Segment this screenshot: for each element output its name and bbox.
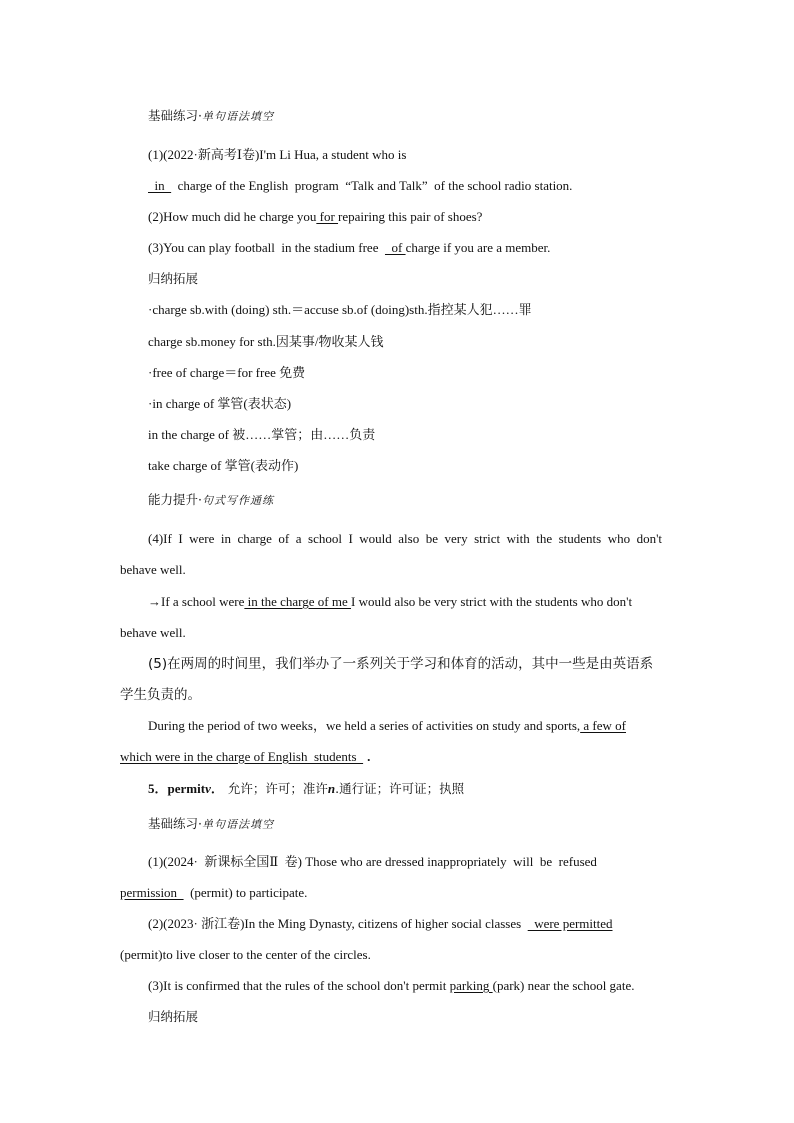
summary-item: in the charge of 被……掌管；由……负责 <box>148 427 376 442</box>
question-1-line-1: (1)(2022·新高考Ⅰ卷)I'm Li Hua, a student who is <box>148 147 407 162</box>
question-5-chinese-line-2: 学生负责的。 <box>120 687 201 703</box>
answer-blank: were permitted <box>527 916 613 931</box>
vocab-entry-permit: 5．permitv． 允许；许可；准许n.通行证；许可证；执照 <box>148 781 465 796</box>
question-1-line-1: (1)(2024· 新课标全国Ⅱ 卷) Those who are dressed inappropriately will be refused <box>148 854 597 869</box>
answer-blank: of <box>384 240 406 255</box>
question-1-line-2: permission (permit) to participate. <box>120 885 308 900</box>
question-4-rewrite: →If a school were in the charge of me I would also be very strict with the students who don't <box>148 594 633 609</box>
answer-blank: for <box>316 209 339 224</box>
answer-blank: permission <box>120 885 184 900</box>
question-3: (3)You can play football in the stadium free of charge if you are a member. <box>148 240 551 255</box>
question-3: (3)It is confirmed that the rules of the school don't permit parking (park) near the school gate. <box>148 978 635 993</box>
answer-blank: parking <box>449 978 493 993</box>
summary-title: 归纳拓展 <box>148 1009 199 1024</box>
question-1-line-2: in charge of the English program “Talk and Talk” of the school radio station. <box>148 178 573 193</box>
question-5-english-line-1: During the period of two weeks，we held a series of activities on study and sports, a few of <box>148 718 626 733</box>
summary-title: 归纳拓展 <box>148 271 199 286</box>
section-heading-basic-2: 基础练习·单句语法填空 <box>148 816 274 831</box>
summary-item: ·charge sb.with (doing) sth.＝accuse sb.of (doing)sth.指控某人犯……罪 <box>148 302 532 317</box>
question-5-english-line-2: which were in the charge of English students . <box>120 749 371 764</box>
answer-blank: in the charge of me <box>244 594 351 609</box>
section-heading-advanced: 能力提升·句式写作通练 <box>148 492 274 507</box>
question-2: (2)How much did he charge you for repairing this pair of shoes? <box>148 209 483 224</box>
summary-item: ·in charge of 掌管(表状态) <box>148 396 292 411</box>
question-4-rewrite-line-2: behave well. <box>120 625 186 640</box>
answer-blank: in <box>148 178 172 193</box>
summary-item: charge sb.money for sth.因某事/物收某人钱 <box>148 334 384 349</box>
question-4-line-1: (4)If I were in charge of a school I would also be very strict with the students who don't <box>148 531 663 546</box>
question-2-line-1: (2)(2023· 浙江卷)In the Ming Dynasty, citizens of higher social classes were permitted <box>148 916 613 931</box>
question-4-line-2: behave well. <box>120 562 186 577</box>
section-heading-basic: 基础练习·单句语法填空 <box>148 108 274 123</box>
answer-blank: a few of <box>580 718 626 733</box>
question-5-chinese-line-1: (5)在两周的时间里，我们举办了一系列关于学习和体育的活动，其中一些是由英语系 <box>148 656 654 672</box>
question-2-line-2: (permit)to live closer to the center of the circles. <box>120 947 371 962</box>
summary-item: ·free of charge＝for free 免费 <box>148 365 306 380</box>
summary-item: take charge of 掌管(表动作) <box>148 458 299 473</box>
answer-blank: which were in the charge of English students <box>120 749 364 764</box>
